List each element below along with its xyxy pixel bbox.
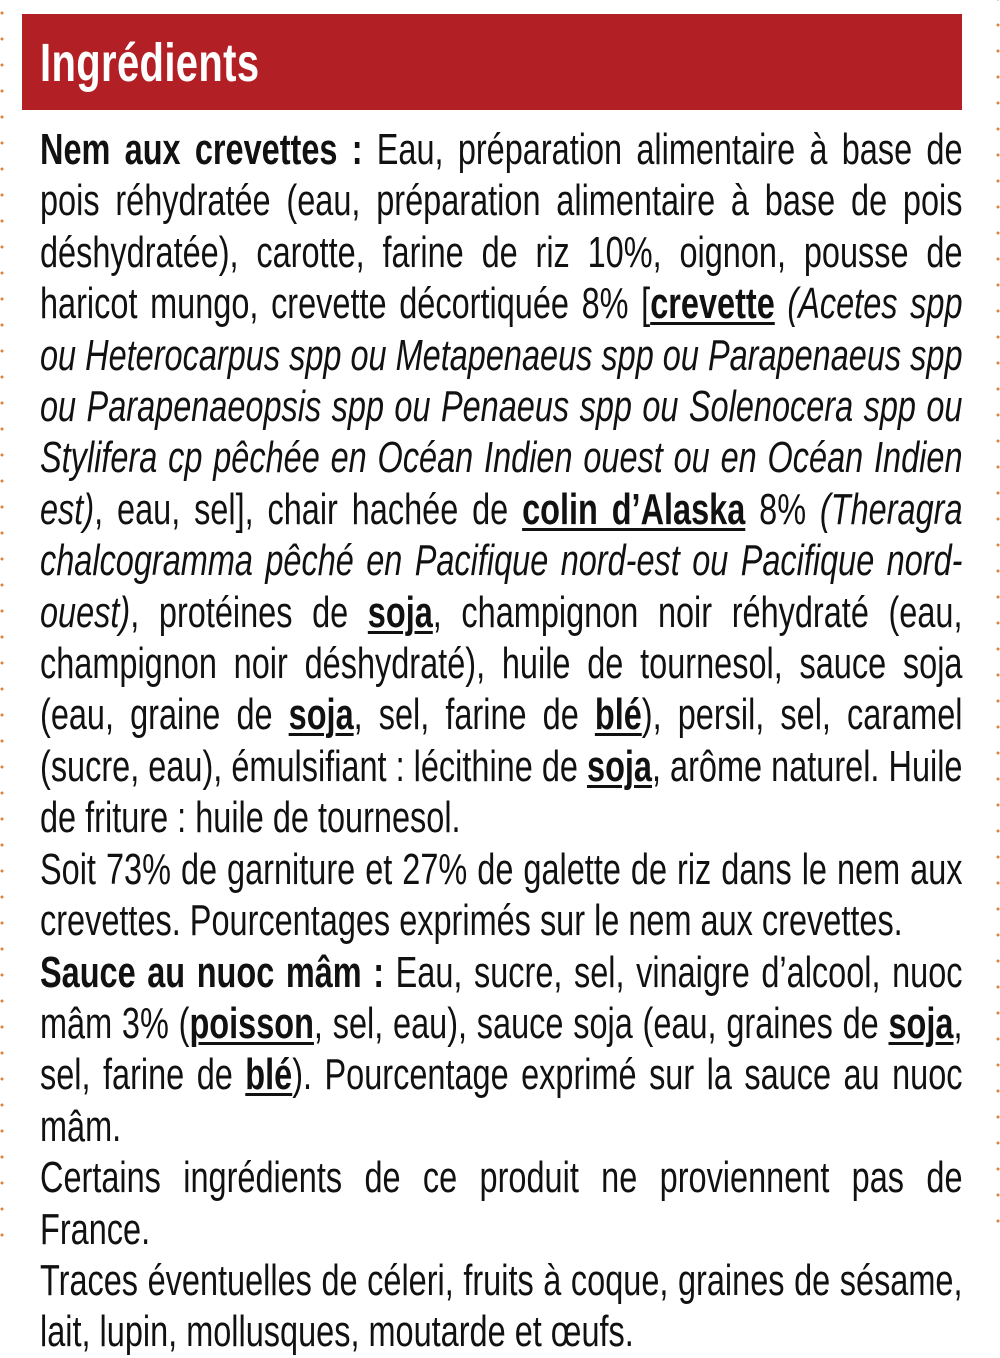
sauce-label: Sauce au nuoc mâm : bbox=[40, 947, 385, 997]
species-note-colin: (Theragra chalcogramma pêché en Pacifique nord-est ou Pacifique nord-ouest) bbox=[40, 484, 963, 637]
text-segment: ), persil, sel, caramel (sucre, eau), émulsifiant : lécithine de bbox=[40, 690, 963, 791]
allergen-soja: soja bbox=[288, 690, 354, 740]
text-segment: Eau, sucre, sel, vinaigre d’alcool, nuoc mâm 3% ( bbox=[40, 947, 963, 1048]
text-segment: , arôme naturel. Huile de friture : huile de tournesol. bbox=[40, 741, 963, 843]
text-segment: , eau, sel], chair hachée de bbox=[94, 484, 523, 534]
allergen-soja: soja bbox=[367, 587, 433, 637]
allergen-colin: colin d’Alaska bbox=[522, 484, 746, 534]
text-segment: , sel, farine de bbox=[353, 690, 595, 740]
nem-ingredients-paragraph bbox=[40, 124, 963, 844]
header-title: Ingrédients bbox=[40, 33, 260, 93]
text-segment: , sel, eau), sauce soja (eau, graines de bbox=[313, 998, 889, 1048]
species-note-crevette: (Acetes spp ou Heterocarpus spp ou Metapenaeus spp ou Parapenaeus spp ou Parapenaeopsis spp ou Penaeus spp ou Solenocera spp ou Stylifera cp pêchée en Océan Indien ouest ou en Océan Indien est) bbox=[40, 279, 963, 534]
allergen-crevette: crevette bbox=[650, 279, 775, 329]
text-segment: , protéines de bbox=[130, 587, 368, 637]
ingredients-header bbox=[22, 14, 962, 110]
traces-paragraph: Traces éventuelles de céleri, fruits à coque, graines de sésame, lait, lupin, mollusques, moutarde et œufs. bbox=[40, 1255, 963, 1357]
allergen-soja: soja bbox=[587, 741, 652, 791]
allergen-ble: blé bbox=[594, 690, 642, 740]
text-segment: Eau, préparation alimentaire à base de pois réhydratée (eau, préparation alimentaire à base de pois déshydratée), carotte, farine de riz 10%, oignon, pousse de haricot mungo, crevette décortiquée 8% [ bbox=[40, 125, 963, 329]
right-edge-dots bbox=[996, 0, 1000, 1243]
text-segment: 8% bbox=[745, 484, 820, 534]
text-segment: , sel, farine de bbox=[40, 998, 963, 1100]
origin-paragraph: Certains ingrédients de ce produit ne proviennent pas de France. bbox=[40, 1153, 963, 1254]
allergen-soja: soja bbox=[888, 998, 954, 1048]
ingredients-text bbox=[40, 124, 963, 1358]
left-edge-dots bbox=[0, 0, 4, 1243]
allergen-ble: blé bbox=[245, 1050, 293, 1100]
filling-ratio-paragraph: Soit 73% de garniture et 27% de galette de riz dans le nem aux crevettes. Pourcentages exprimés sur le nem aux crevettes. bbox=[40, 844, 963, 946]
sauce-ingredients-paragraph bbox=[40, 947, 963, 1153]
text-segment: ). Pourcentage exprimé sur la sauce au nuoc mâm. bbox=[40, 1050, 963, 1151]
allergen-poisson: poisson bbox=[189, 998, 314, 1048]
text-segment: , champignon noir réhydraté (eau, champignon noir déshydraté), huile de tournesol, sauce soja (eau, graine de bbox=[40, 587, 963, 740]
nem-label: Nem aux crevettes : bbox=[40, 125, 363, 174]
